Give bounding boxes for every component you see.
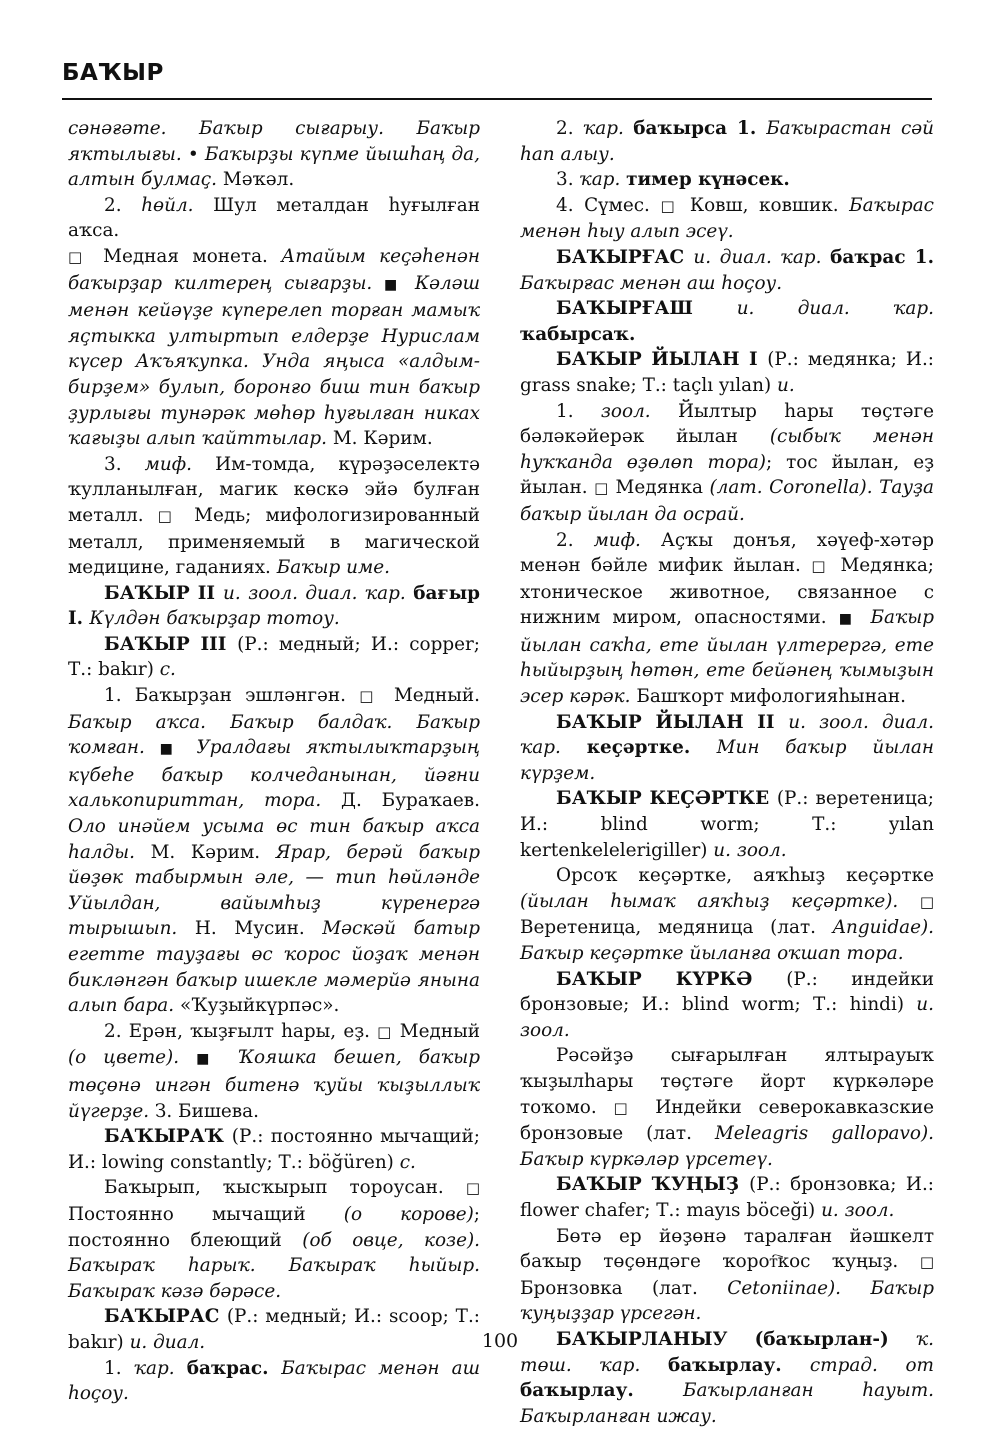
entry-text: (Р.: индейки бронзовые; И.: blind worm; Т.: hindi) bbox=[520, 968, 934, 1016]
entry-text: Cetoniinae). Баҡыр ҡуңыҙҙар үрсегән. bbox=[520, 1277, 934, 1325]
entry-text: (Р.: медный; И.: copper; Т.: bakır) bbox=[68, 633, 480, 681]
entry-text: Медь; мифологизированный металл, применяемый в магической медицине, гаданиях. bbox=[68, 504, 480, 579]
entry-text: 3. bbox=[556, 169, 580, 191]
translation-marker: □ bbox=[919, 892, 934, 911]
dictionary-paragraph bbox=[520, 245, 934, 296]
entry-text: страд. от bbox=[809, 1354, 934, 1376]
dictionary-paragraph bbox=[68, 1124, 480, 1175]
dictionary-paragraph bbox=[520, 399, 934, 528]
dictionary-paragraph bbox=[520, 1172, 934, 1223]
example-marker: ■ bbox=[196, 1051, 221, 1068]
entry-text: Баҡыр аҡса. Баҡыр балдаҡ. Баҡыр ҡомған. bbox=[68, 711, 480, 759]
headword: БАҠЫР КЕҪӘРТКЕ bbox=[556, 788, 777, 810]
entry-text: (Р.: медный; И.: scoop; Т.: bakır) bbox=[68, 1306, 480, 1353]
entry-text: Медянка; хтоническое животное, связанное с нижним миром, опасностями. bbox=[520, 555, 934, 629]
entry-text: Бөтә ер йөҙөнә таралған йәшкелт баҡыр төҫөндәге ҡорот҇кос ҡуңыҙ. bbox=[520, 1225, 934, 1273]
dictionary-paragraph bbox=[68, 116, 480, 193]
translation-marker: □ bbox=[613, 1098, 639, 1117]
headword: баҡрас 1. bbox=[830, 246, 934, 268]
entry-text: (йылан һымаҡ аяҡһыҙ кеҫәртке). bbox=[520, 890, 920, 912]
entry-text: Орсоҡ кеҫәртке, аяҡһыҙ кеҫәртке bbox=[556, 865, 934, 887]
entry-text: М. Кәрим. bbox=[150, 841, 276, 863]
entry-text: Мәҡәл. bbox=[222, 169, 295, 191]
entry-text: Медная монета. bbox=[89, 245, 282, 267]
entry-text: М. Кәрим. bbox=[332, 428, 433, 450]
entry-text: (Р.: бронзовка; И.: flower chafer; Т.: mayıs böceği) bbox=[520, 1174, 934, 1221]
entry-text: Ковш, ковшик. bbox=[679, 194, 850, 216]
entry-text: и. зоол. bbox=[520, 994, 934, 1041]
entry-text: 2. bbox=[556, 118, 583, 139]
entry-text: Баҡыр име. bbox=[276, 557, 390, 579]
entry-text: З. Бишева. bbox=[154, 1100, 259, 1122]
entry-text: Ҡояшка бешеп, баҡыр төҫөнә ингән битенә ҡуйы ҡыҙыллыҡ йүгерҙе. bbox=[68, 1047, 480, 1122]
dictionary-paragraph bbox=[520, 1224, 934, 1327]
entry-text: Д. Бураҡаев. bbox=[341, 790, 480, 812]
entry-text: (Р.: веретеница; И.: blind worm; Т.: yılan kertenkelelerigiller) bbox=[520, 788, 934, 861]
headword: бағыр I. bbox=[68, 582, 480, 630]
entry-text: Оло инәйем усыма өс тин баҡыр аҡса һалды. bbox=[68, 816, 480, 863]
entry-text: Meleagris gallopavo). Баҡыр күркәләр үрсетеү. bbox=[520, 1123, 935, 1170]
entry-text: • bbox=[187, 143, 205, 165]
entry-text: 4. Сүмес. bbox=[556, 194, 661, 216]
entry-text: Бронзовка (лат. bbox=[520, 1277, 728, 1299]
dictionary-paragraph bbox=[520, 296, 934, 347]
entry-text: Ярар, берәй баҡыр йөҙөк табырмын әле, — тип һөйләнде Уйылдан, вайымһыҙ күренергә тырышып. bbox=[68, 841, 480, 940]
dictionary-paragraph bbox=[520, 347, 934, 398]
translation-marker: □ bbox=[68, 247, 90, 266]
entry-text: и. зоол. диал. ҡар. bbox=[520, 711, 934, 759]
entry-text: ҡар. bbox=[579, 169, 627, 191]
dictionary-paragraph bbox=[520, 167, 934, 193]
headword: ҡабырсаҡ. bbox=[520, 323, 636, 345]
entry-text: 1. bbox=[104, 1357, 134, 1379]
entry-text: Рәсәйҙә сығарылған ялтырауыҡ ҡыҙылһары төҫтәге йорт күркәләре тоҡомо. bbox=[520, 1045, 934, 1118]
entry-text: Веретеница, медяница (лат. bbox=[520, 917, 833, 939]
dictionary-paragraph bbox=[68, 1356, 480, 1407]
entry-text: миф. bbox=[144, 453, 216, 475]
entry-text: ; постоянно блеющий bbox=[68, 1203, 480, 1251]
dictionary-paragraph bbox=[520, 1043, 934, 1172]
example-marker: ■ bbox=[159, 741, 182, 758]
translation-marker: □ bbox=[811, 557, 831, 576]
headword: БАҠЫРЛАНЫУ (баҡырлан-) bbox=[556, 1328, 916, 1350]
entry-text: и. зоол. диал. ҡар. bbox=[223, 582, 414, 604]
entry-text: (об овце, козе). Баҡыраҡ һарыҡ. Баҡыраҡ һыйыр. Баҡыраҡ кәзә бәрәсе. bbox=[68, 1229, 480, 1302]
entry-text: (лат. Coronella). Тауҙа баҡыр йылан да осрай. bbox=[520, 477, 934, 525]
headword: баҡрас. bbox=[186, 1357, 282, 1379]
entry-text: Шул металдан һуғылған аҡса. bbox=[68, 194, 480, 242]
example-marker: ■ bbox=[384, 276, 404, 293]
entry-text: Баҡыр йылан саҡһа, ете йылан үлтерергә, ете һыйырҙың һөтөн, ете бейәнең ҡымыҙын эсер кәрәк. bbox=[520, 607, 934, 708]
translation-marker: □ bbox=[919, 1253, 934, 1272]
entry-text: и. диал. ҡар. bbox=[736, 298, 934, 320]
entry-text: и. зоол. bbox=[821, 1199, 895, 1221]
entry-text: Баҡырҙы күпме йышһаң да, алтын булмаҫ. bbox=[68, 143, 480, 191]
entry-text: и. диал. bbox=[129, 1331, 206, 1353]
dictionary-paragraph bbox=[520, 863, 934, 966]
headword: БАҠЫР II bbox=[104, 582, 224, 604]
dictionary-paragraph bbox=[68, 632, 480, 683]
dictionary-paragraph bbox=[520, 528, 934, 710]
headword: кеҫәртке. bbox=[586, 737, 717, 759]
entry-text: (о корове) bbox=[343, 1203, 474, 1225]
entry-text: и. зоол. bbox=[713, 839, 787, 861]
translation-marker: □ bbox=[465, 1179, 480, 1198]
entry-text: Медный. bbox=[380, 685, 480, 707]
headword: БАҠЫРАС bbox=[104, 1306, 227, 1328]
dictionary-paragraph bbox=[68, 1175, 480, 1304]
entry-text: (Р.: постоянно мычащий; И.: lowing constantly; Т.: böğüren) bbox=[68, 1126, 480, 1173]
dictionary-paragraph bbox=[520, 193, 934, 245]
right-column bbox=[520, 116, 934, 1429]
entry-text: 3. bbox=[104, 453, 145, 475]
entry-text: с. bbox=[159, 659, 176, 681]
entry-text: 1. Баҡырҙан эшләнгән. bbox=[104, 685, 360, 707]
dictionary-paragraph bbox=[68, 1019, 480, 1124]
entry-text: зоол. bbox=[600, 400, 678, 422]
dictionary-paragraph bbox=[520, 116, 934, 167]
entry-text: 1. bbox=[556, 400, 601, 422]
headword: БАҠЫР КҮРКӘ bbox=[556, 968, 787, 990]
entry-text: Йылтыр һары төҫтәге бәләкәйерәк йылан bbox=[520, 400, 934, 448]
entry-text: 2. bbox=[556, 529, 594, 551]
headword: БАҠЫР ЙЫЛАН II bbox=[556, 711, 789, 733]
entry-text: һөйл. bbox=[141, 194, 214, 216]
entry-text: и. bbox=[776, 374, 795, 396]
entry-text: «Ҡуҙыйкүрпәс». bbox=[179, 995, 340, 1017]
entry-text: Башҡорт мифологияһынан. bbox=[636, 686, 907, 708]
entry-text: Баҡырланған һауыт. Баҡырланған ижау. bbox=[520, 1380, 934, 1427]
entry-text: и. диал. ҡар. bbox=[693, 246, 831, 268]
entry-text: Постоянно мычащий bbox=[68, 1203, 344, 1225]
entry-text: Кәләш менән кейәүҙе күперелеп торған мамыҡ яҫтыкка ултыртып елдерҙе Нурислам күсер Аҡъяҡупка. Унда яңыса «алдым-бирҙем» булып, боронғо биш тин баҡыр ҙурлығы тунәрәк мөһөр һуғылған никах ҡағыҙы алып ҡайттылар. bbox=[68, 272, 480, 450]
entry-text: Anguidae). Баҡыр кеҫәртке йыланға оҡшап тора. bbox=[520, 917, 934, 964]
entry-text: Баҡырас менән һыу алып эсеү. bbox=[520, 194, 934, 243]
entry-text: Баҡырастан сәй һап алыу. bbox=[520, 118, 934, 165]
entry-text: сәнәғәте. Баҡыр сығарыу. Баҡыр яҡтылығы. bbox=[68, 118, 480, 165]
entry-text: Медянка bbox=[609, 477, 710, 499]
entry-text: Баҡырғас менән аш һоҫоу. bbox=[520, 272, 783, 294]
entry-text: Н. Мусин. bbox=[194, 918, 323, 940]
entry-text: 2. bbox=[104, 194, 142, 216]
headword: баҡырлау. bbox=[667, 1354, 810, 1376]
left-column bbox=[68, 116, 480, 1407]
entry-text: ҡар. bbox=[133, 1357, 187, 1379]
translation-marker: □ bbox=[157, 506, 181, 525]
entry-text: миф. bbox=[593, 529, 661, 551]
dictionary-paragraph bbox=[68, 683, 480, 1019]
dictionary-paragraph bbox=[520, 967, 934, 1044]
translation-marker: □ bbox=[377, 1022, 393, 1041]
headword: БАҠЫР ҠУҢЫҘ bbox=[556, 1174, 750, 1196]
headword: БАҠЫРАҠ bbox=[104, 1126, 232, 1148]
entry-text: ; тос йылан, еҙ йылан. bbox=[520, 451, 934, 499]
dictionary-paragraph bbox=[520, 786, 934, 863]
page-title: БАҠЫР bbox=[62, 60, 164, 86]
dictionary-paragraph bbox=[68, 244, 480, 452]
entry-text: Индейки северокавказские бронзовые (лат. bbox=[520, 1096, 934, 1145]
entry-text: ҡ. төш. ҡар. bbox=[520, 1328, 934, 1376]
page-header bbox=[62, 52, 932, 100]
dictionary-paragraph bbox=[520, 710, 934, 787]
translation-marker: □ bbox=[359, 687, 381, 706]
entry-text: Мәскәй батыр егетте тауҙағы өс ҡорос йоҙаҡ менән бикләнгән баҡыр ишекле мәмерйә янына алып бара. bbox=[68, 918, 481, 1017]
dictionary-paragraph bbox=[68, 193, 480, 244]
translation-marker: □ bbox=[594, 479, 610, 498]
entry-text: Аҫҡы донъя, хәүеф-хәтәр менән бәйле мифик йылан. bbox=[520, 529, 934, 577]
entry-text: с. bbox=[399, 1151, 416, 1173]
entry-text: Им-томда, күрәҙәселектә ҡулланылған, магик көскә эйә булған металл. bbox=[68, 453, 480, 526]
entry-text: (сыбыҡ менән һуҡҡанда өҙөлөп тора) bbox=[520, 426, 934, 473]
entry-text: Баҡырас менән аш һоҫоу. bbox=[68, 1357, 480, 1405]
dictionary-paragraph bbox=[68, 581, 480, 632]
headword: БАҠЫРҒАШ bbox=[556, 298, 737, 320]
translation-marker: □ bbox=[660, 196, 680, 215]
entry-text: (о цвете). bbox=[68, 1047, 197, 1069]
headword: БАҠЫР III bbox=[104, 633, 238, 655]
entry-text: Баҡырып, ҡысҡырып тороусан. bbox=[104, 1177, 466, 1199]
headword: БАҠЫРҒАС bbox=[556, 246, 694, 268]
entry-text: Медный bbox=[392, 1020, 480, 1042]
example-marker: ■ bbox=[838, 611, 859, 628]
entry-text: Мин баҡыр йылан күрҙем. bbox=[520, 737, 934, 784]
dictionary-paragraph bbox=[68, 452, 480, 581]
headword: тимер күнәсек. bbox=[626, 169, 790, 191]
entry-text: Күлдән баҡырҙар тотоу. bbox=[89, 608, 340, 630]
headword: баҡырса 1. bbox=[633, 118, 767, 139]
entry-text: Уралдағы яҡтылыҡтарҙың күбеһе баҡыр колчеданынан, йәғни халькопириттан, тора. bbox=[68, 737, 481, 812]
page-number: 100 bbox=[481, 1330, 519, 1352]
entry-text: (Р.: медянка; И.: grass snake; Т.: taçlı yılan) bbox=[520, 349, 934, 396]
entry-text: 2. Ерән, ҡыҙғылт һары, еҙ. bbox=[104, 1020, 378, 1042]
headword: БАҠЫР ЙЫЛАН I bbox=[556, 349, 768, 371]
headword: баҡырлау. bbox=[520, 1380, 683, 1402]
entry-text: Атайым кеҫәһенән баҡырҙар килтерең сығарҙы. bbox=[68, 245, 480, 294]
entry-text: ҡар. bbox=[582, 118, 634, 139]
